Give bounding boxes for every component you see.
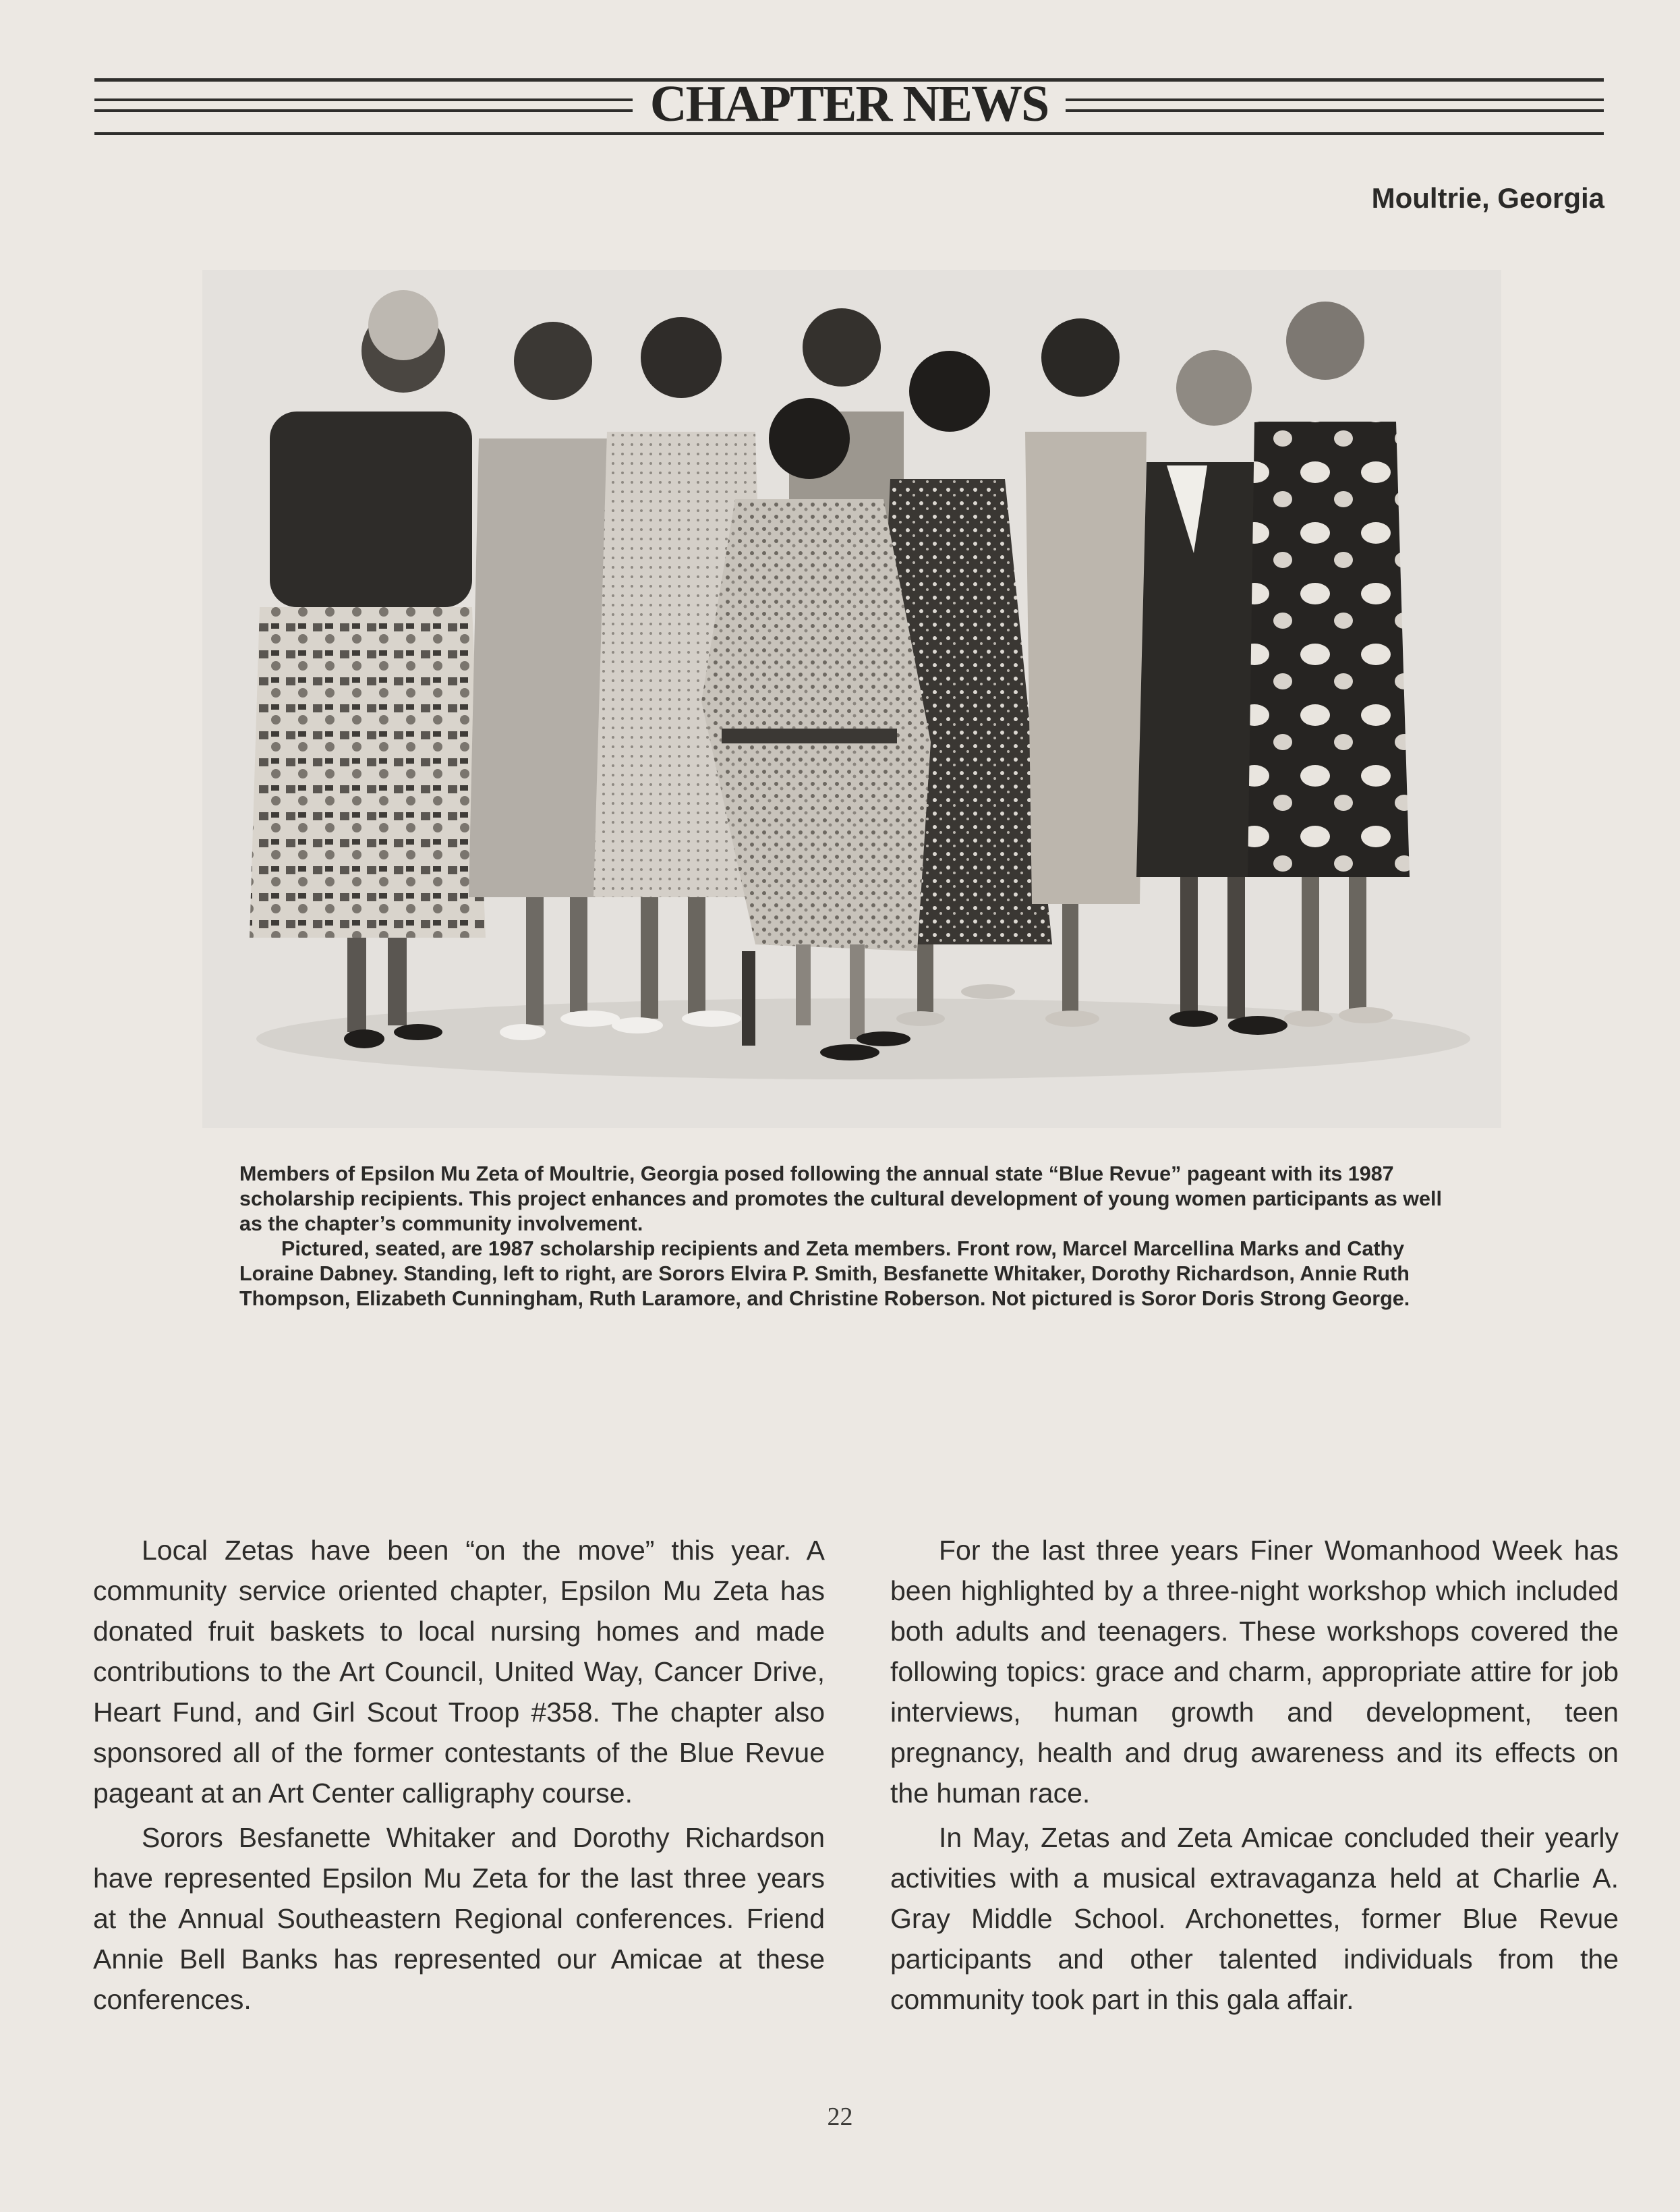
location-heading: Moultrie, Georgia — [1371, 182, 1604, 214]
article-paragraph: Local Zetas have been “on the move” this year. A community service oriented chapter, Epsilon Mu Zeta has donated fruit baskets to local nursing homes and made contributions to the Art Council, United Way, Cancer Drive, Heart Fund, and Girl Scout Troop #358. The chapter also sponsored all of the former contestants of the Blue Revue pageant at an Art Center calligraphy course. — [93, 1535, 825, 1809]
header-bottom-rule — [94, 132, 1604, 135]
page-title: CHAPTER NEWS — [649, 76, 1049, 132]
page-number: 22 — [827, 2103, 853, 2131]
photo-caption — [239, 1162, 1461, 1311]
header-rule-right — [1066, 90, 1604, 117]
caption-paragraph-2: Pictured, seated, are 1987 scholarship recipients and Zeta members. Front row, Marcel Marcellina Marks and Cathy Loraine Dabney. Standing, left to right, are Sorors Elvira P. Smith, Besfanette Whitaker, Dorothy Richardson, Annie Ruth Thompson, Elizabeth Cunningham, Ruth Laramore, and Christine Roberson. Not pictured is Soror Doris Strong George. — [239, 1237, 1410, 1310]
caption-paragraph-1: Members of Epsilon Mu Zeta of Moultrie, Georgia posed following the annual state “Blue Revue” pageant with its 1987 scholarship recipients. This project enhances and promotes the cultural development of young women participants as well as the chapter’s community involvement. — [239, 1162, 1442, 1235]
article-column-right — [890, 1530, 1619, 2024]
header-rule-left — [94, 90, 633, 117]
group-photo — [202, 270, 1501, 1128]
article-paragraph: Sorors Besfanette Whitaker and Dorothy Richardson have represented Epsilon Mu Zeta for the last three years at the Annual Southeastern Regional conferences. Friend Annie Bell Banks has represented our Amicae at these conferences. — [93, 1822, 825, 2015]
article-column-left — [93, 1530, 825, 2024]
section-header — [94, 76, 1604, 132]
group-photo-illustration — [202, 270, 1501, 1128]
article-paragraph: For the last three years Finer Womanhood Week has been highlighted by a three-night workshop which included both adults and teenagers. These workshops covered the following topics: grace and charm, appropriate attire for job interviews, human growth and development, teen pregnancy, health and drug awareness and its effects on the human race. — [890, 1535, 1619, 1809]
article-paragraph: In May, Zetas and Zeta Amicae concluded their yearly activities with a musical extravaganza held at Charlie A. Gray Middle School. Archonettes, former Blue Revue participants and other talented individuals from the community took part in this gala affair. — [890, 1822, 1619, 2015]
